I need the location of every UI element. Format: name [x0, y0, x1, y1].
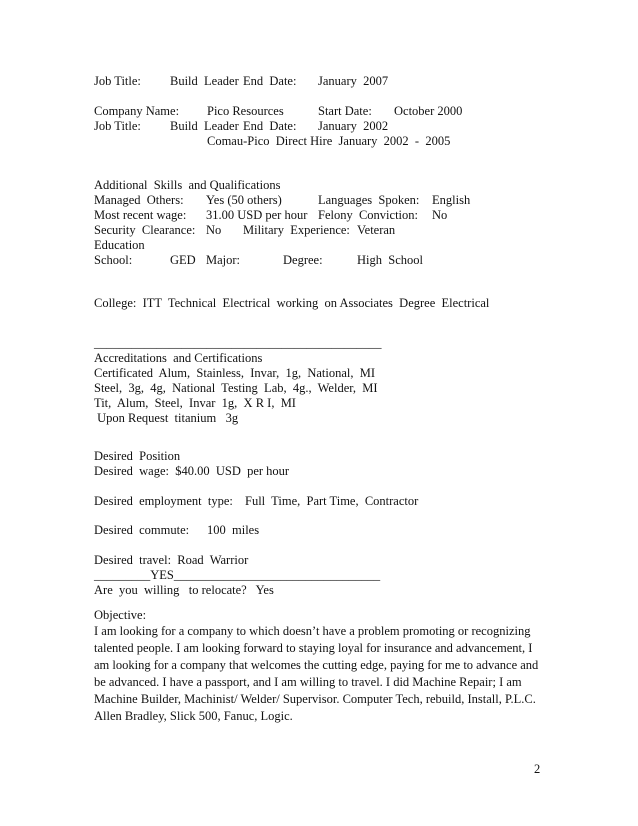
yes-line: _________YES_________________________________ — [94, 568, 381, 582]
languages-label: Languages Spoken: — [318, 193, 420, 207]
managed-label: Managed Others: — [94, 193, 184, 207]
military-value: Veteran — [357, 223, 396, 237]
relocate-line: Are you willing to relocate? Yes — [94, 583, 274, 597]
accreditation-line: Tit, Alum, Steel, Invar 1g, X R I, MI — [94, 396, 296, 410]
wage-label: Most recent wage: — [94, 208, 187, 222]
desired-wage: Desired wage: $40.00 USD per hour — [94, 464, 290, 478]
company-value: Pico Resources — [207, 104, 284, 118]
wage-value: 31.00 USD per hour — [206, 208, 308, 222]
languages-value: English — [432, 193, 471, 207]
school-label: School: — [94, 253, 133, 267]
accreditation-line: Certificated Alum, Stainless, Invar, 1g, National, MI — [94, 366, 376, 380]
commute-value: 100 miles — [207, 523, 260, 537]
employment-type-value: Full Time, Part Time, Contractor — [245, 494, 419, 508]
page-number: 2 — [534, 762, 541, 776]
company-label: Company Name: — [94, 104, 180, 118]
felony-value: No — [432, 208, 448, 222]
objective-heading: Objective: — [94, 608, 147, 622]
divider-rule: ______________________________________________ — [94, 336, 382, 350]
school-value: GED — [170, 253, 196, 267]
skills-heading: Additional Skills and Qualifications — [94, 178, 281, 192]
military-label: Military Experience: — [243, 223, 350, 237]
commute-label: Desired commute: — [94, 523, 190, 537]
accreditation-line: Steel, 3g, 4g, National Testing Lab, 4g., Welder, MI — [94, 381, 378, 395]
major-label: Major: — [206, 253, 241, 267]
education-heading: Education — [94, 238, 145, 252]
desired-position-heading: Desired Position — [94, 449, 181, 463]
job-title-label: Job Title: — [94, 74, 141, 88]
job-title-value: Build Leader — [170, 119, 239, 133]
security-value: No — [206, 223, 222, 237]
additional-employment: Comau-Pico Direct Hire January 2002 - 2005 — [207, 134, 451, 148]
end-date-label: End Date: — [243, 74, 297, 88]
managed-value: Yes (50 others) — [206, 193, 282, 207]
end-date-value: January 2002 — [318, 119, 389, 133]
end-date-value: January 2007 — [318, 74, 389, 88]
start-date-label: Start Date: — [318, 104, 372, 118]
employment-type-label: Desired employment type: — [94, 494, 233, 508]
objective-text: I am looking for a company to which doesn’t have a problem promoting or recognizing talented people. I am looking forward to staying loyal for insurance and advancement, I am looking for a company that welcomes the cutting edge, paying for me to advance and be advanced. I have a passport, and I am willing to travel. I did Machine Repair; I am Machine Builder, Machinist/ Welder/ Supervisor. Computer Tech, rebuild, Install, P.L.C. Allen Bradley, Slick 500, Fanuc, Logic. — [94, 624, 539, 723]
end-date-label: End Date: — [243, 119, 297, 133]
security-label: Security Clearance: — [94, 223, 196, 237]
accreditation-line: Upon Request titanium 3g — [94, 411, 239, 425]
degree-label: Degree: — [283, 253, 323, 267]
degree-value: High School — [357, 253, 423, 267]
job-title-value: Build Leader — [170, 74, 239, 88]
accreditations-heading: Accreditations and Certifications — [94, 351, 263, 365]
job-title-label: Job Title: — [94, 119, 141, 133]
start-date-value: October 2000 — [394, 104, 463, 118]
felony-label: Felony Conviction: — [318, 208, 418, 222]
college-line: College: ITT Technical Electrical working on Associates Degree Electrical — [94, 296, 490, 310]
desired-travel: Desired travel: Road Warrior — [94, 553, 249, 567]
